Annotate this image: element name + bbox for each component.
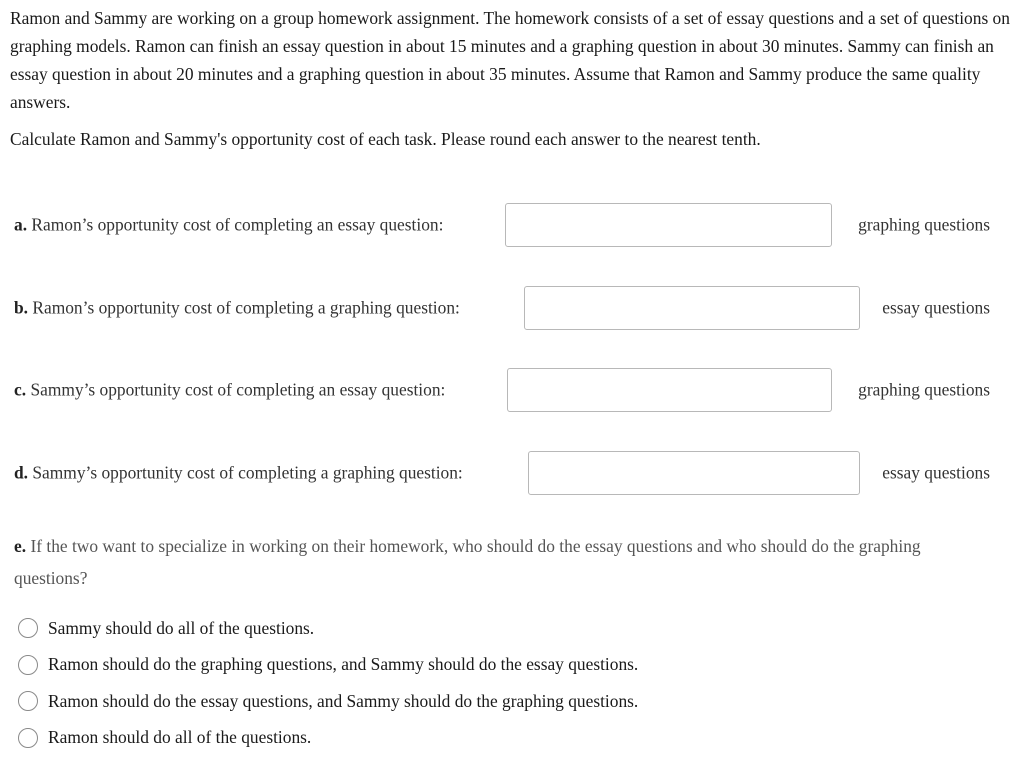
option-ramon-all[interactable] bbox=[18, 720, 918, 757]
question-e-prompt bbox=[14, 530, 994, 594]
question-b-letter: b. bbox=[14, 297, 29, 318]
option-label: Sammy should do all of the questions. bbox=[48, 617, 315, 638]
radio-button[interactable] bbox=[18, 655, 38, 675]
radio-button[interactable] bbox=[18, 728, 38, 748]
question-b-label bbox=[14, 298, 460, 319]
instruction-text: Calculate Ramon and Sammy's opportunity cost of each task. Please round each answer to the nearest tenth. bbox=[10, 129, 761, 149]
radio-button[interactable] bbox=[18, 618, 38, 638]
question-c-input[interactable] bbox=[507, 368, 832, 412]
question-a-letter: a. bbox=[14, 214, 28, 235]
option-label: Ramon should do the essay questions, and Sammy should do the graphing questions. bbox=[48, 690, 639, 711]
option-label: Ramon should do the graphing questions, and Sammy should do the essay questions. bbox=[48, 654, 639, 675]
question-c-text: Sammy’s opportunity cost of completing an essay question: bbox=[30, 379, 446, 400]
question-a-row bbox=[14, 203, 990, 247]
question-e-letter: e. bbox=[14, 536, 27, 556]
question-b-input[interactable] bbox=[524, 286, 860, 330]
intro-paragraph: Ramon and Sammy are working on a group homework assignment. The homework consists of a set of essay questions and a set of questions on graphing models. Ramon can finish an essay question in about 15 minutes and a graphing question in about 30 minutes. Sammy can finish an essay question in about 20 minutes and a graphing question in about 35 minutes. Assume that Ramon and Sammy produce the same quality answers. bbox=[10, 8, 1010, 112]
question-a-input[interactable] bbox=[505, 203, 832, 247]
option-sammy-all[interactable] bbox=[18, 610, 918, 647]
question-c-letter: c. bbox=[14, 379, 27, 400]
question-e-text: If the two want to specialize in working on their homework, who should do the essay questions and who should do the graphing questions? bbox=[14, 536, 921, 588]
question-d-letter: d. bbox=[14, 462, 29, 483]
question-c-unit: graphing questions bbox=[858, 379, 990, 400]
question-a-text: Ramon’s opportunity cost of completing an essay question: bbox=[31, 214, 444, 235]
question-b-text: Ramon’s opportunity cost of completing a graphing question: bbox=[32, 297, 460, 318]
question-a-unit: graphing questions bbox=[858, 214, 990, 235]
question-c-label bbox=[14, 380, 445, 401]
question-e-options bbox=[18, 610, 918, 756]
question-d-unit: essay questions bbox=[882, 462, 990, 483]
question-b-row bbox=[14, 286, 990, 330]
question-d-label bbox=[14, 463, 463, 484]
radio-button[interactable] bbox=[18, 691, 38, 711]
question-c-row bbox=[14, 368, 990, 412]
question-d-row bbox=[14, 451, 990, 495]
question-a-label bbox=[14, 215, 443, 236]
option-label: Ramon should do all of the questions. bbox=[48, 727, 312, 748]
question-b-unit: essay questions bbox=[882, 297, 990, 318]
question-d-text: Sammy’s opportunity cost of completing a graphing question: bbox=[32, 462, 463, 483]
option-ramon-graphing-sammy-essay[interactable] bbox=[18, 647, 918, 684]
option-ramon-essay-sammy-graphing[interactable] bbox=[18, 683, 918, 720]
question-d-input[interactable] bbox=[528, 451, 860, 495]
